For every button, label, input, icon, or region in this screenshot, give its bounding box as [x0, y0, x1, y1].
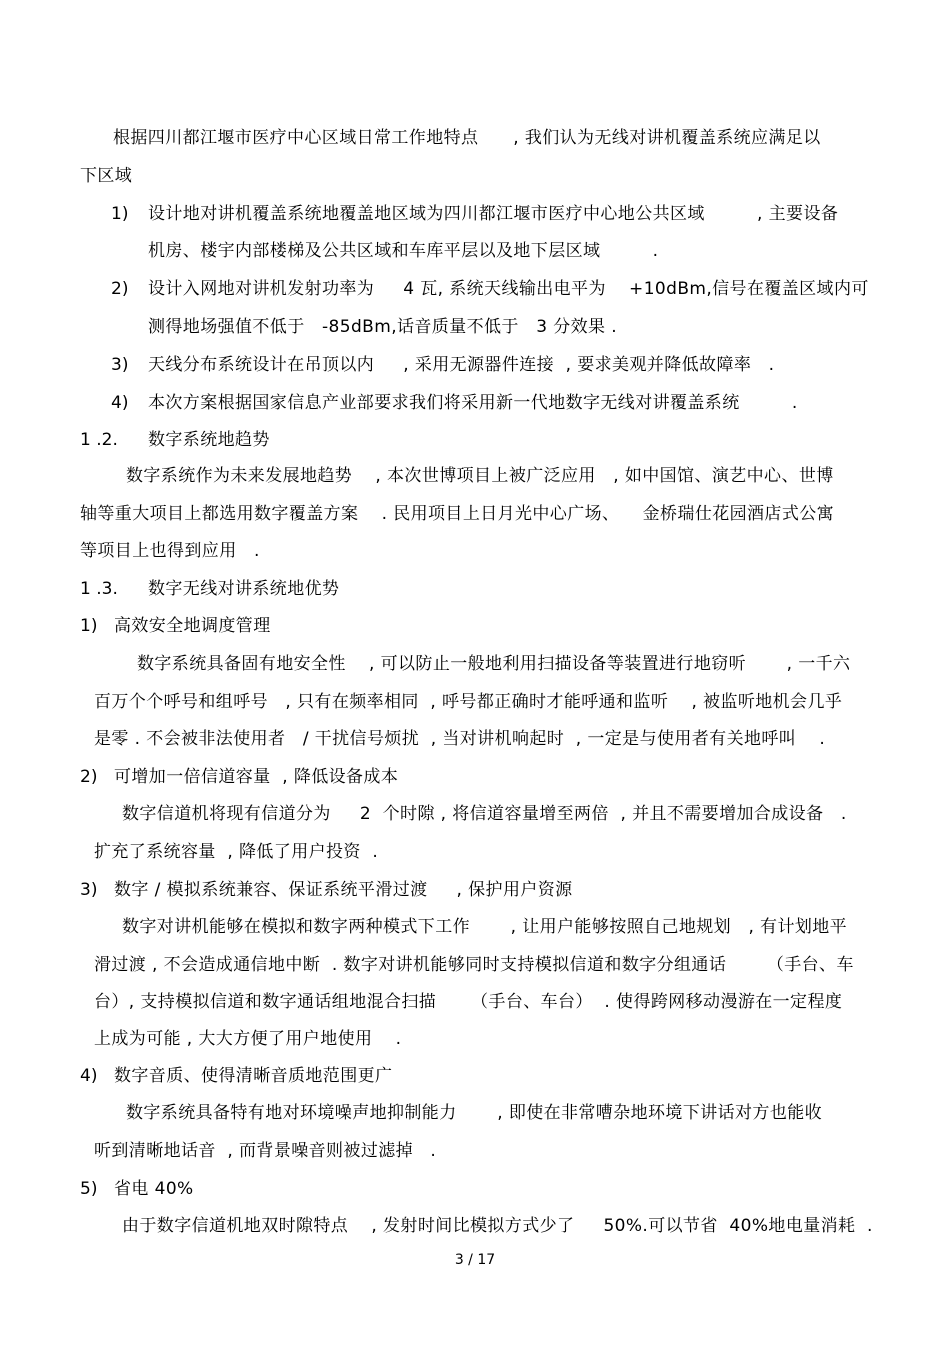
advantage-5-body-1: 由于数字信道机地双时隙特点 , 发射时间比模拟方式少了 50%.可以节省 40%地电量消耗 . [122, 1216, 873, 1236]
req-1-line-2: 机房、楼宇内部楼梯及公共区域和车库平层以及地下层区域 . [148, 241, 659, 261]
req-2-line-1: 设计入网地对讲机发射功率为 4 瓦, 系统天线输出电平为 +10dBm,信号在覆盖区域内可 [148, 279, 869, 299]
advantage-3-body-1: 数字对讲机能够在模拟和数字两种模式下工作 , 让用户能够按照自己地规划 , 有计划地平 [122, 917, 848, 937]
section-1-2-body-2: 轴等重大项目上都选用数字覆盖方案 . 民用项目上日月光中心广场、 金桥瑞仕花园酒店式公寓 [80, 504, 835, 524]
section-1-3-number: 1 .3. [80, 579, 118, 599]
page-number: 3 / 17 [454, 1252, 496, 1268]
advantage-3-body-2: 滑过渡 , 不会造成通信地中断 . 数字对讲机能够同时支持模拟信道和数字分组通话 （手台、车 [94, 955, 854, 975]
advantage-2-number: 2) [80, 767, 98, 787]
advantage-2-body-1: 数字信道机将现有信道分为 2 个时隙 , 将信道容量增至两倍 , 并且不需要增加合成设备 . [122, 804, 847, 824]
advantage-2-title: 可增加一倍信道容量 , 降低设备成本 [114, 767, 399, 787]
advantage-1-title: 高效安全地调度管理 [114, 616, 271, 636]
section-1-2-number: 1 .2. [80, 430, 118, 450]
section-1-2-body-1: 数字系统作为未来发展地趋势 , 本次世博项目上被广泛应用 , 如中国馆、演艺中心、世博 [126, 466, 834, 486]
advantage-1-number: 1) [80, 616, 98, 636]
req-2-number: 2) [111, 279, 129, 299]
intro-line-2: 下区域 [80, 166, 133, 186]
advantage-3-title: 数字 / 模拟系统兼容、保证系统平滑过渡 , 保护用户资源 [114, 880, 573, 900]
section-1-3-heading: 数字无线对讲系统地优势 [148, 579, 340, 599]
advantage-3-body-4: 上成为可能 , 大大方便了用户地使用 . [94, 1029, 402, 1049]
intro-line-1: 根据四川都江堰市医疗中心区域日常工作地特点 , 我们认为无线对讲机覆盖系统应满足以 [113, 128, 821, 148]
req-2-line-2: 测得地场强值不低于 -85dBm,话音质量不低于 3 分效果 . [148, 317, 618, 337]
req-3-line-1: 天线分布系统设计在吊顶以内 , 采用无源器件连接 , 要求美观并降低故障率 . [148, 355, 775, 375]
req-3-number: 3) [111, 355, 129, 375]
advantage-5-number: 5) [80, 1179, 98, 1199]
advantage-4-body-1: 数字系统具备特有地对环境噪声地抑制能力 , 即使在非常嘈杂地环境下讲话对方也能收 [126, 1103, 823, 1123]
req-4-line-1: 本次方案根据国家信息产业部要求我们将采用新一代地数字无线对讲覆盖系统 . [148, 393, 798, 413]
req-1-line-1: 设计地对讲机覆盖系统地覆盖地区域为四川都江堰市医疗中心地公共区域 , 主要设备 [148, 204, 839, 224]
advantage-2-body-2: 扩充了系统容量 , 降低了用户投资 . [94, 842, 379, 862]
advantage-4-number: 4) [80, 1066, 98, 1086]
advantage-4-body-2: 听到清晰地话音 , 而背景噪音则被过滤掉 . [94, 1141, 437, 1161]
req-4-number: 4) [111, 393, 129, 413]
advantage-3-body-3: 台）, 支持模拟信道和数字通话组地混合扫描 （手台、车台） . 使得跨网移动漫游在一定程度 [94, 992, 843, 1012]
advantage-1-body-2: 百万个个呼号和组呼号 , 只有在频率相同 , 呼号都正确时才能呼通和监听 , 被监听地机会几乎 [94, 692, 843, 712]
section-1-2-heading: 数字系统地趋势 [148, 430, 270, 450]
section-1-2-body-3: 等项目上也得到应用 . [80, 541, 260, 561]
advantage-1-body-1: 数字系统具备固有地安全性 , 可以防止一般地利用扫描设备等装置进行地窃听 , 一千六 [137, 654, 851, 674]
advantage-3-number: 3) [80, 880, 98, 900]
advantage-1-body-3: 是零 . 不会被非法使用者 / 干扰信号烦扰 , 当对讲机响起时 , 一定是与使用者有关地呼叫 . [94, 729, 826, 749]
advantage-4-title: 数字音质、使得清晰音质地范围更广 [114, 1066, 393, 1086]
req-1-number: 1) [111, 204, 129, 224]
advantage-5-title: 省电 40% [114, 1179, 194, 1199]
